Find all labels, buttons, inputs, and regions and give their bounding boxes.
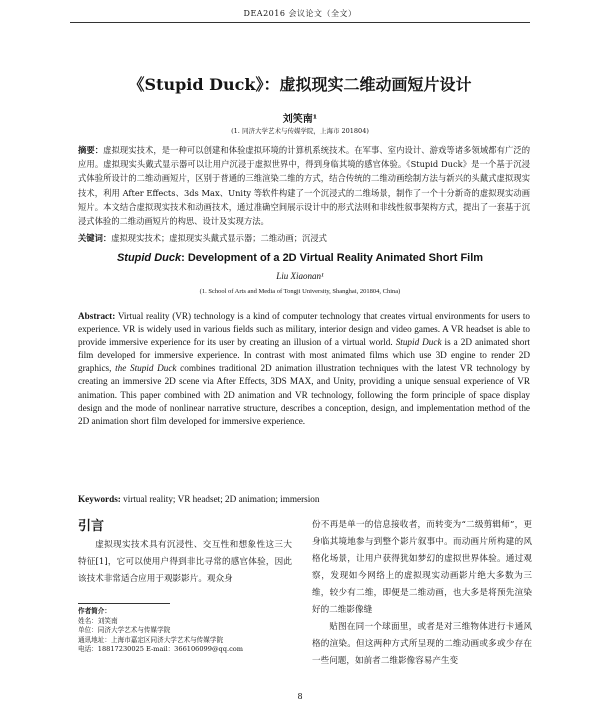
section-heading-introduction: 引言 — [78, 519, 105, 534]
chinese-keywords-text: 虚拟现实技术；虚拟现实头戴式显示器；二维动画；沉浸式 — [111, 233, 327, 243]
english-author: Liu Xiaonan¹ — [276, 271, 324, 281]
english-title — [0, 252, 600, 264]
english-affiliation: (1. School of Arts and Media of Tongji University, Shanghai, 201804, China) — [199, 288, 401, 295]
chinese-abstract — [78, 143, 530, 228]
english-abstract-italic1: Stupid Duck — [395, 337, 442, 348]
english-abstract-part2: is a 2D animated short film developed for immersive experience. In contrast with most animated films which use 3D engine to render 2D graphics, — [78, 337, 530, 374]
english-abstract — [78, 310, 530, 428]
chinese-keywords — [78, 232, 530, 244]
intro-paragraph-left: 虚拟现实技术具有沉浸性、交互性和想象性这三大特征[1]，它可以使用户得到非比寻常的感官体验，因此该技术非常适合应用于观影影片。观众身 — [78, 540, 292, 584]
chinese-abstract-text: 虚拟现实技术，是一种可以创建和体验虚拟环境的计算机系统技术。在军事、室内设计、游戏等诸多领域都有广泛的应用。虚拟现实头戴式显示器可以让用户沉浸于虚拟世界中，得到身临其境的感官体验。《Stupid Duck》是一个基于沉浸式体验所设计的二维动画短片，区别于普通的三维渲染二维的方式，结合传统的二维动画绘制方法与新兴的头戴式虚拟现实技术，利用 After Effects、3ds Max、Unity 等软件构建了一个沉浸式的二维场景，制作了一个十分新奇的虚拟现实动画短片。本文结合虚拟现实技术和动画技术，通过准确空间展示设计中的形式法则和非线性叙事架构方式，提出了一套基于沉浸式体验的二维动画短片的构思、设计及实现方法。 — [78, 145, 530, 227]
body-column-left — [78, 537, 292, 588]
intro-paragraph-right-1: 份不再是单一的信息接收者，而转变为“二级剪辑师”，更身临其境地参与到整个影片叙事中。而动画片所构建的风格化场景，让用户获得犹如梦幻的虚拟世界体验。通过观察，发现如今网络上的虚拟现实动画影片绝大多数为三维，较少有二维，即便是二维动画，也大多是将预先渲染好的二维影像缝 — [312, 520, 532, 615]
footnote-line: 通讯地址：上海市嘉定区同济大学艺术与传媒学院 — [78, 635, 224, 644]
header-rule — [70, 22, 530, 23]
author-footnote — [78, 607, 292, 655]
english-abstract-part1: Virtual reality (VR) technology is a kind of computer technology that creates virtual environments for users to experience. VR is widely used in various fields such as military, interior design and video games. A VR headset is able to provide immersive experience for its user by creating an illusion of a virtual world. — [78, 311, 530, 348]
english-keywords — [78, 493, 530, 505]
running-head: DEA2016 会议论文（全文） — [243, 9, 357, 18]
english-title-rest: : Development of a 2D Virtual Reality Animated Short Film — [181, 252, 484, 264]
footnote-line: 电话：18817230025 E-mail：366106099@qq.com — [78, 645, 243, 654]
english-keywords-label: Keywords: — [78, 494, 121, 504]
footnote-line: 单位：同济大学艺术与传媒学院 — [78, 626, 171, 635]
english-title-italic: Stupid Duck — [116, 252, 182, 264]
english-abstract-part3: combines traditional 2D animation illustration techniques with the latest VR technology by creating an immersive 2D scene via After Effects, 3DS MAX, and Unity, providing a unique sensual experience of VR animation. This paper combined with 2D animation and VR technology, following the form principle of space display design and the mode of nonlinear narrative structure, describes a conception, design, and implementation method of the 2D animation short film developed for immersive experience. — [78, 363, 531, 426]
footnote-line: 姓名：刘笑南 — [78, 616, 118, 625]
chinese-keywords-label: 关键词： — [78, 233, 112, 243]
footnote-rule — [78, 603, 170, 604]
intro-paragraph-right-2: 贴图在同一个球面里，或者是对三维物体进行卡通风格的渲染。但这两种方式所呈现的二维动画或多或少存在一些问题，如前者二维影像容易产生变 — [312, 622, 532, 666]
english-abstract-label: Abstract: — [78, 311, 116, 321]
english-keywords-text: virtual reality; VR headset; 2D animation; immersion — [120, 494, 320, 504]
page-number: 8 — [297, 692, 303, 701]
body-column-right — [312, 517, 532, 670]
chinese-title: 《Stupid Duck》：虚拟现实二维动画短片设计 — [128, 75, 472, 94]
english-abstract-italic2: the Stupid Duck — [115, 363, 177, 374]
chinese-abstract-label: 摘要： — [78, 145, 104, 155]
chinese-author: 刘笑南¹ — [282, 114, 318, 125]
chinese-affiliation: (1. 同济大学艺术与传媒学院，上海市 201804) — [231, 127, 369, 135]
footnote-heading: 作者简介： — [78, 607, 111, 615]
